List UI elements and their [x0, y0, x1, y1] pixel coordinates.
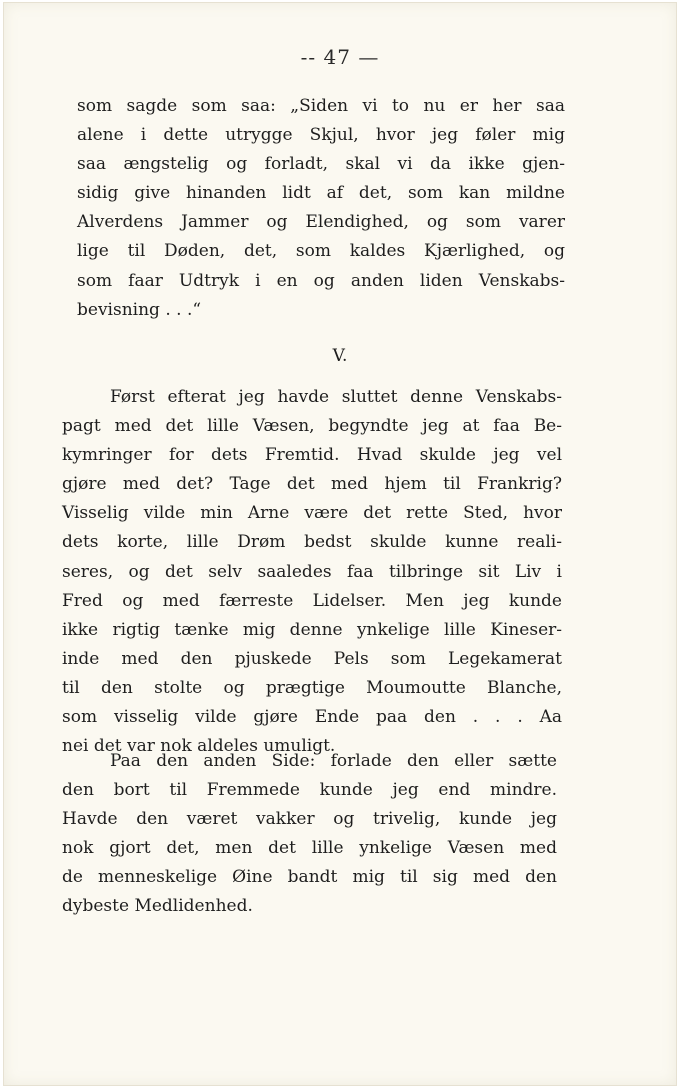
- book-page: [3, 2, 677, 1086]
- text-line: den bort til Fremmede kunde jeg end mindre.: [62, 780, 557, 801]
- text-line: som visselig vilde gjøre Ende paa den . . . Aa: [62, 707, 562, 728]
- text-line: som faar Udtryk i en og anden liden Venskabs-: [77, 270, 565, 291]
- paragraph-2: [62, 383, 562, 761]
- section-heading: V.: [332, 346, 348, 366]
- text-line: saa ængstelig og forladt, skal vi da ikke gjen-: [77, 154, 565, 175]
- text-line: dybeste Medlidenhed.: [62, 896, 253, 917]
- text-line: de menneskelige Øine bandt mig til sig med den: [62, 867, 557, 888]
- text-line: Alverdens Jammer og Elendighed, og som varer: [77, 212, 565, 233]
- text-line: dets korte, lille Drøm bedst skulde kunne reali-: [62, 532, 562, 553]
- text-line: gjøre med det? Tage det med hjem til Frankrig?: [62, 474, 562, 495]
- text-line: ikke rigtig tænke mig denne ynkelige lille Kineser-: [62, 619, 562, 640]
- text-line: Først efterat jeg havde sluttet denne Venskabs-: [110, 387, 562, 407]
- text-line: til den stolte og prægtige Moumoutte Blanche,: [62, 677, 562, 698]
- text-line: som sagde som saa: „Siden vi to nu er her saa: [77, 96, 565, 116]
- text-line: Havde den været vakker og trivelig, kunde jeg: [62, 809, 557, 830]
- text-line: bevisning . . .“: [77, 299, 202, 320]
- text-line: inde med den pjuskede Pels som Legekamerat: [62, 648, 562, 669]
- text-line: alene i dette utrygge Skjul, hvor jeg føler mig: [77, 125, 565, 146]
- text-line: Paa den anden Side: forlade den eller sætte: [110, 751, 557, 771]
- text-line: sidig give hinanden lidt af det, som kan mildne: [77, 183, 565, 204]
- text-line: nok gjort det, men det lille ynkelige Væsen med: [62, 838, 557, 859]
- text-line: kymringer for dets Fremtid. Hvad skulde jeg vel: [62, 445, 562, 466]
- text-line: seres, og det selv saaledes faa tilbringe sit Liv i: [62, 561, 562, 582]
- text-line: nei det var nok aldeles umuligt.: [62, 736, 336, 757]
- text-line: pagt med det lille Væsen, begyndte jeg at faa Be-: [62, 416, 562, 437]
- text-line: Visselig vilde min Arne være det rette Sted, hvor: [62, 503, 562, 524]
- paragraph-3: [62, 747, 557, 922]
- text-line: Fred og med færreste Lidelser. Men jeg kunde: [62, 590, 562, 611]
- paragraph-1: [77, 92, 565, 325]
- text-line: lige til Døden, det, som kaldes Kjærlighed, og: [77, 241, 565, 262]
- page-number: -- 47 —: [300, 45, 380, 69]
